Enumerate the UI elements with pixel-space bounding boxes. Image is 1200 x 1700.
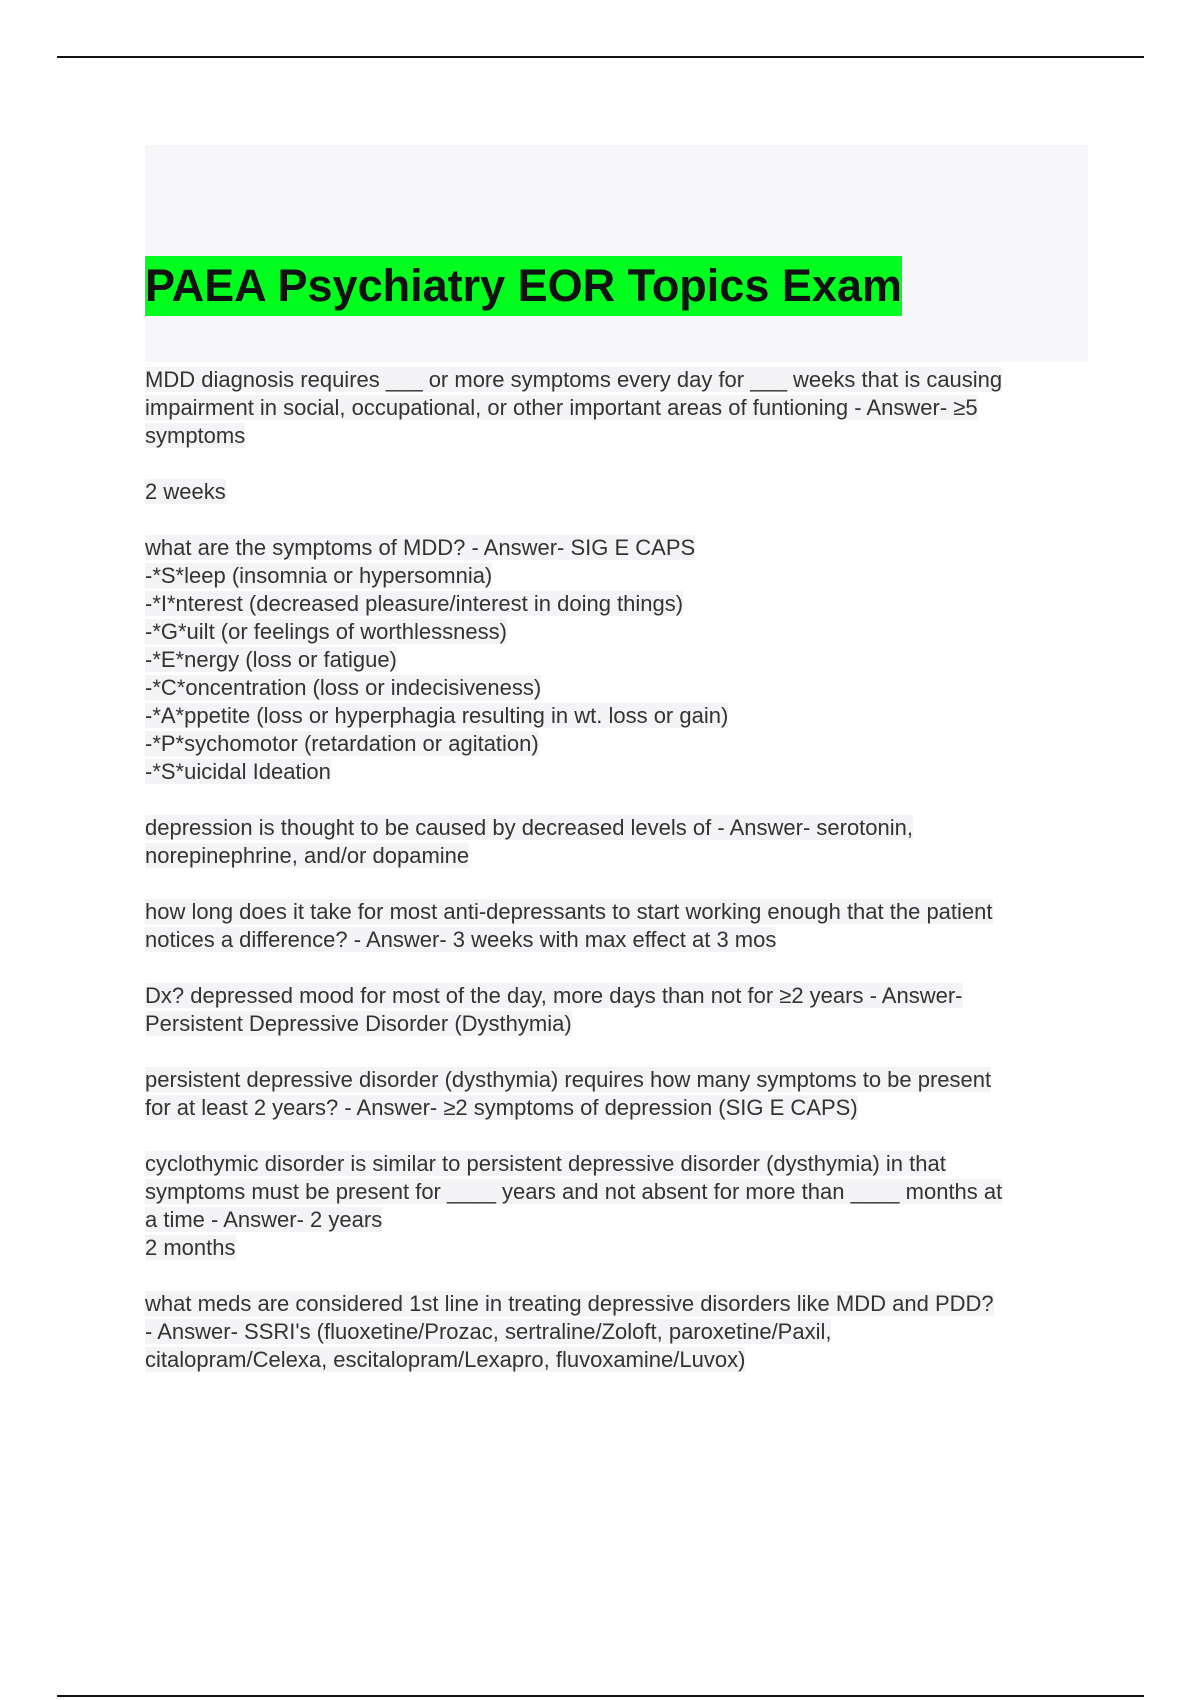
qa-paragraph [145, 982, 1095, 1038]
text-line [145, 1206, 1095, 1234]
text-line-content: notices a difference? - Answer- 3 weeks with max effect at 3 mos [145, 927, 777, 952]
text-line [145, 366, 1095, 394]
text-line-content: -*S*uicidal Ideation [145, 759, 331, 784]
text-line [145, 1346, 1095, 1374]
text-line-content: citalopram/Celexa, escitalopram/Lexapro, fluvoxamine/Luvox) [145, 1347, 746, 1372]
text-line-content: Persistent Depressive Disorder (Dysthymia) [145, 1011, 572, 1036]
text-line-content: a time - Answer- 2 years [145, 1207, 383, 1232]
text-line [145, 1010, 1095, 1038]
text-line-content: symptoms must be present for ____ years and not absent for more than ____ months at [145, 1179, 1003, 1204]
qa-paragraph [145, 898, 1095, 954]
qa-paragraph [145, 1066, 1095, 1122]
text-line [145, 842, 1095, 870]
text-line-content: depression is thought to be caused by decreased levels of - Answer- serotonin, [145, 815, 914, 840]
qa-paragraph [145, 1290, 1095, 1374]
text-line [145, 1094, 1095, 1122]
text-line-content: how long does it take for most anti-depressants to start working enough that the patient [145, 899, 993, 924]
text-line [145, 730, 1095, 758]
text-line [145, 982, 1095, 1010]
text-line-content: 2 months [145, 1235, 236, 1260]
text-line-content: impairment in social, occupational, or other important areas of funtioning - Answer- ≥5 [145, 395, 978, 420]
text-line [145, 646, 1095, 674]
document-body [145, 366, 1095, 1402]
text-line [145, 478, 1095, 506]
text-line-content: for at least 2 years? - Answer- ≥2 symptoms of depression (SIG E CAPS) [145, 1095, 858, 1120]
text-line-content: -*I*nterest (decreased pleasure/interest in doing things) [145, 591, 684, 616]
document-title: PAEA Psychiatry EOR Topics Exam [145, 256, 902, 316]
qa-paragraph [145, 534, 1095, 786]
text-line [145, 1318, 1095, 1346]
text-line-content: cyclothymic disorder is similar to persistent depressive disorder (dysthymia) in that [145, 1151, 946, 1176]
text-line [145, 534, 1095, 562]
text-line-content: - Answer- SSRI's (fluoxetine/Prozac, sertraline/Zoloft, paroxetine/Paxil, [145, 1319, 832, 1344]
qa-paragraph [145, 814, 1095, 870]
text-line [145, 674, 1095, 702]
text-line [145, 422, 1095, 450]
text-line [145, 898, 1095, 926]
text-line-content: -*G*uilt (or feelings of worthlessness) [145, 619, 507, 644]
text-line-content: symptoms [145, 423, 246, 448]
text-line-content: -*S*leep (insomnia or hypersomnia) [145, 563, 493, 588]
text-line-content: norepinephrine, and/or dopamine [145, 843, 470, 868]
text-line-content: 2 weeks [145, 479, 226, 504]
text-line [145, 702, 1095, 730]
text-line-content: persistent depressive disorder (dysthymia) requires how many symptoms to be present [145, 1067, 992, 1092]
text-line-content: Dx? depressed mood for most of the day, more days than not for ≥2 years - Answer- [145, 983, 963, 1008]
text-line [145, 758, 1095, 786]
text-line [145, 1150, 1095, 1178]
text-line [145, 926, 1095, 954]
bottom-rule [57, 1695, 1144, 1697]
text-line [145, 1066, 1095, 1094]
text-line-content: -*P*sychomotor (retardation or agitation) [145, 731, 539, 756]
text-line [145, 814, 1095, 842]
qa-paragraph [145, 478, 1095, 506]
text-line [145, 590, 1095, 618]
title-block-background [145, 145, 1088, 362]
text-line-content: what are the symptoms of MDD? - Answer- SIG E CAPS [145, 535, 696, 560]
top-rule [57, 56, 1144, 58]
qa-paragraph [145, 1150, 1095, 1262]
text-line [145, 1178, 1095, 1206]
text-line-content: MDD diagnosis requires ___ or more symptoms every day for ___ weeks that is causing [145, 367, 1003, 392]
qa-paragraph [145, 366, 1095, 450]
text-line-content: -*C*oncentration (loss or indecisiveness) [145, 675, 542, 700]
text-line-content: -*A*ppetite (loss or hyperphagia resulting in wt. loss or gain) [145, 703, 729, 728]
text-line [145, 562, 1095, 590]
text-line [145, 1290, 1095, 1318]
text-line [145, 394, 1095, 422]
text-line-content: -*E*nergy (loss or fatigue) [145, 647, 397, 672]
text-line-content: what meds are considered 1st line in treating depressive disorders like MDD and PDD? [145, 1291, 994, 1316]
text-line [145, 618, 1095, 646]
text-line [145, 1234, 1095, 1262]
